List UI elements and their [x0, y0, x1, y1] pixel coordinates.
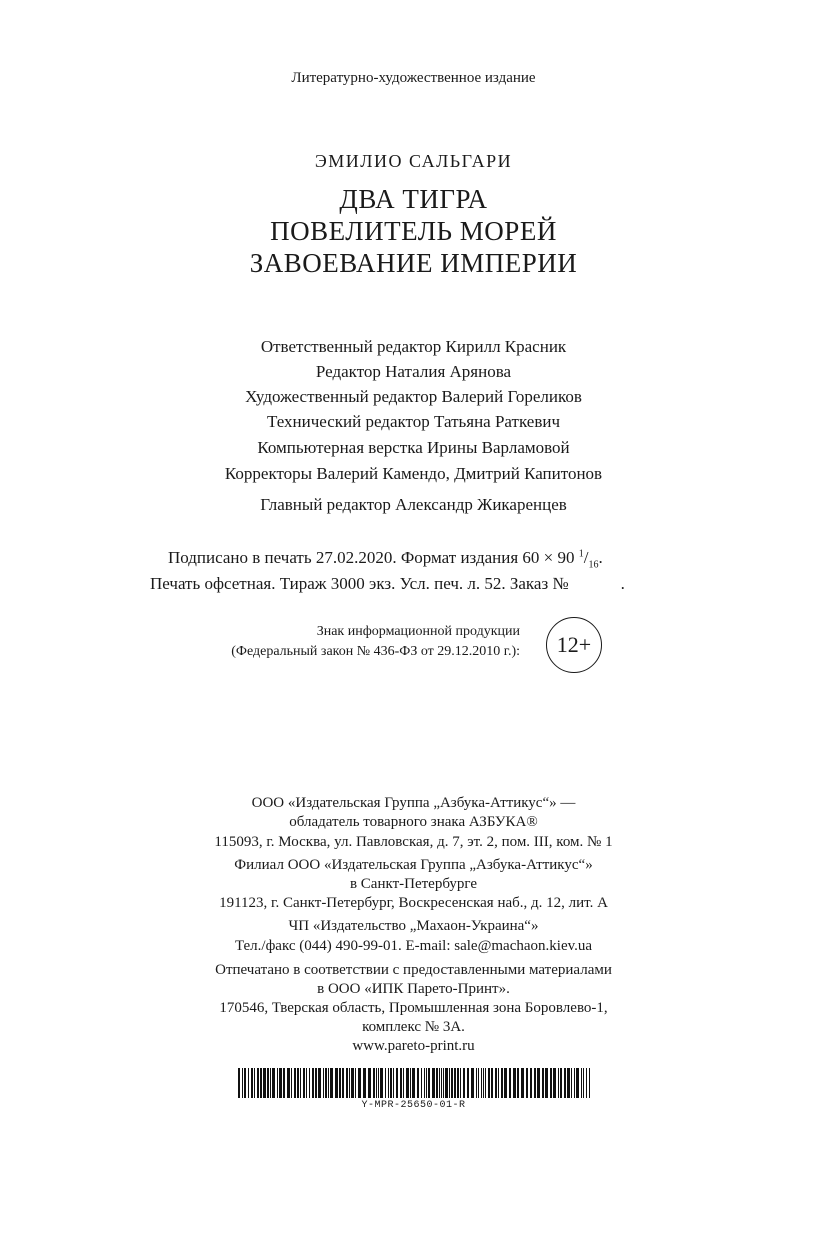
imprint-line-3: 115093, г. Москва, ул. Павловская, д. 7, эт. 2, пом. III, ком. № 1: [214, 834, 613, 850]
credit-chief-editor: Главный редактор Александр Жикаренцев: [260, 495, 567, 514]
print-info-run: Печать офсетная. Тираж 3000 экз. Усл. печ. л. 52. Заказ №: [150, 574, 569, 593]
author-name: ЭМИЛИО САЛЬГАРИ: [314, 151, 513, 171]
imprint-line-5: в Санкт-Петербурге: [349, 876, 478, 892]
imprint-line-10: в ООО «ИПК Парето-Принт».: [317, 981, 510, 997]
print-info-line-2-end: .: [620, 574, 625, 593]
print-info-line-1-end: .: [598, 548, 603, 567]
print-info-format: Подписано в печать 27.02.2020. Формат издания 60 × 90: [168, 548, 579, 567]
credit-proofreaders: Корректоры Валерий Камендо, Дмитрий Капитонов: [224, 464, 603, 483]
credit-managing-editor: Ответственный редактор Кирилл Красник: [260, 337, 567, 356]
book-title-2: ПОВЕЛИТЕЛЬ МОРЕЙ: [270, 216, 557, 246]
imprint-line-13: www.pareto-print.ru: [352, 1038, 475, 1054]
info-product-label: Знак информационной продукции: [316, 624, 520, 639]
print-info-line-2: [150, 574, 625, 594]
info-product-law: (Федеральный закон № 436-ФЗ от 29.12.2010 г.):: [231, 644, 520, 659]
age-rating-text: 12+: [556, 632, 592, 657]
format-fraction-numerator: 1: [578, 548, 584, 560]
imprint-line-2: обладатель товарного знака АЗБУКА®: [289, 814, 538, 830]
credit-layout: Компьютерная верстка Ирины Варламовой: [257, 438, 570, 457]
barcode-caption: Y-MPR-25650-01-R: [361, 1100, 466, 1111]
credit-art-editor: Художественный редактор Валерий Гореликов: [245, 387, 582, 406]
imprint-line-6: 191123, г. Санкт-Петербург, Воскресенская наб., д. 12, лит. А: [219, 895, 608, 911]
barcode: [238, 1068, 594, 1098]
imprint-line-11: 170546, Тверская область, Промышленная зона Боровлево-1,: [219, 1000, 608, 1016]
imprint-line-9: Отпечатано в соответствии с предоставленными материалами: [215, 962, 612, 978]
imprint-line-1: ООО «Издательская Группа „Азбука-Аттикус“» —: [251, 795, 576, 811]
imprint-line-4: Филиал ООО «Издательская Группа „Азбука-Аттикус“»: [234, 857, 593, 873]
age-rating-badge: [546, 617, 602, 673]
imprint-line-12: комплекс № 3А.: [362, 1019, 465, 1035]
book-title-1: ДВА ТИГРА: [339, 184, 488, 214]
edition-type: Литературно-художественное издание: [291, 70, 536, 86]
credit-tech-editor: Технический редактор Татьяна Раткевич: [266, 412, 561, 431]
format-fraction-slash: /: [583, 548, 589, 567]
imprint-line-7: ЧП «Издательство „Махаон-Украина“»: [288, 918, 539, 934]
book-title-3: ЗАВОЕВАНИЕ ИМПЕРИИ: [249, 248, 578, 278]
print-info-line-1: [168, 548, 603, 570]
credit-editor: Редактор Наталия Арянова: [315, 362, 512, 381]
imprint-line-8: Тел./факс (044) 490-99-01. E-mail: sale@machaon.kiev.ua: [234, 938, 593, 954]
format-fraction-denominator: 16: [588, 559, 599, 571]
